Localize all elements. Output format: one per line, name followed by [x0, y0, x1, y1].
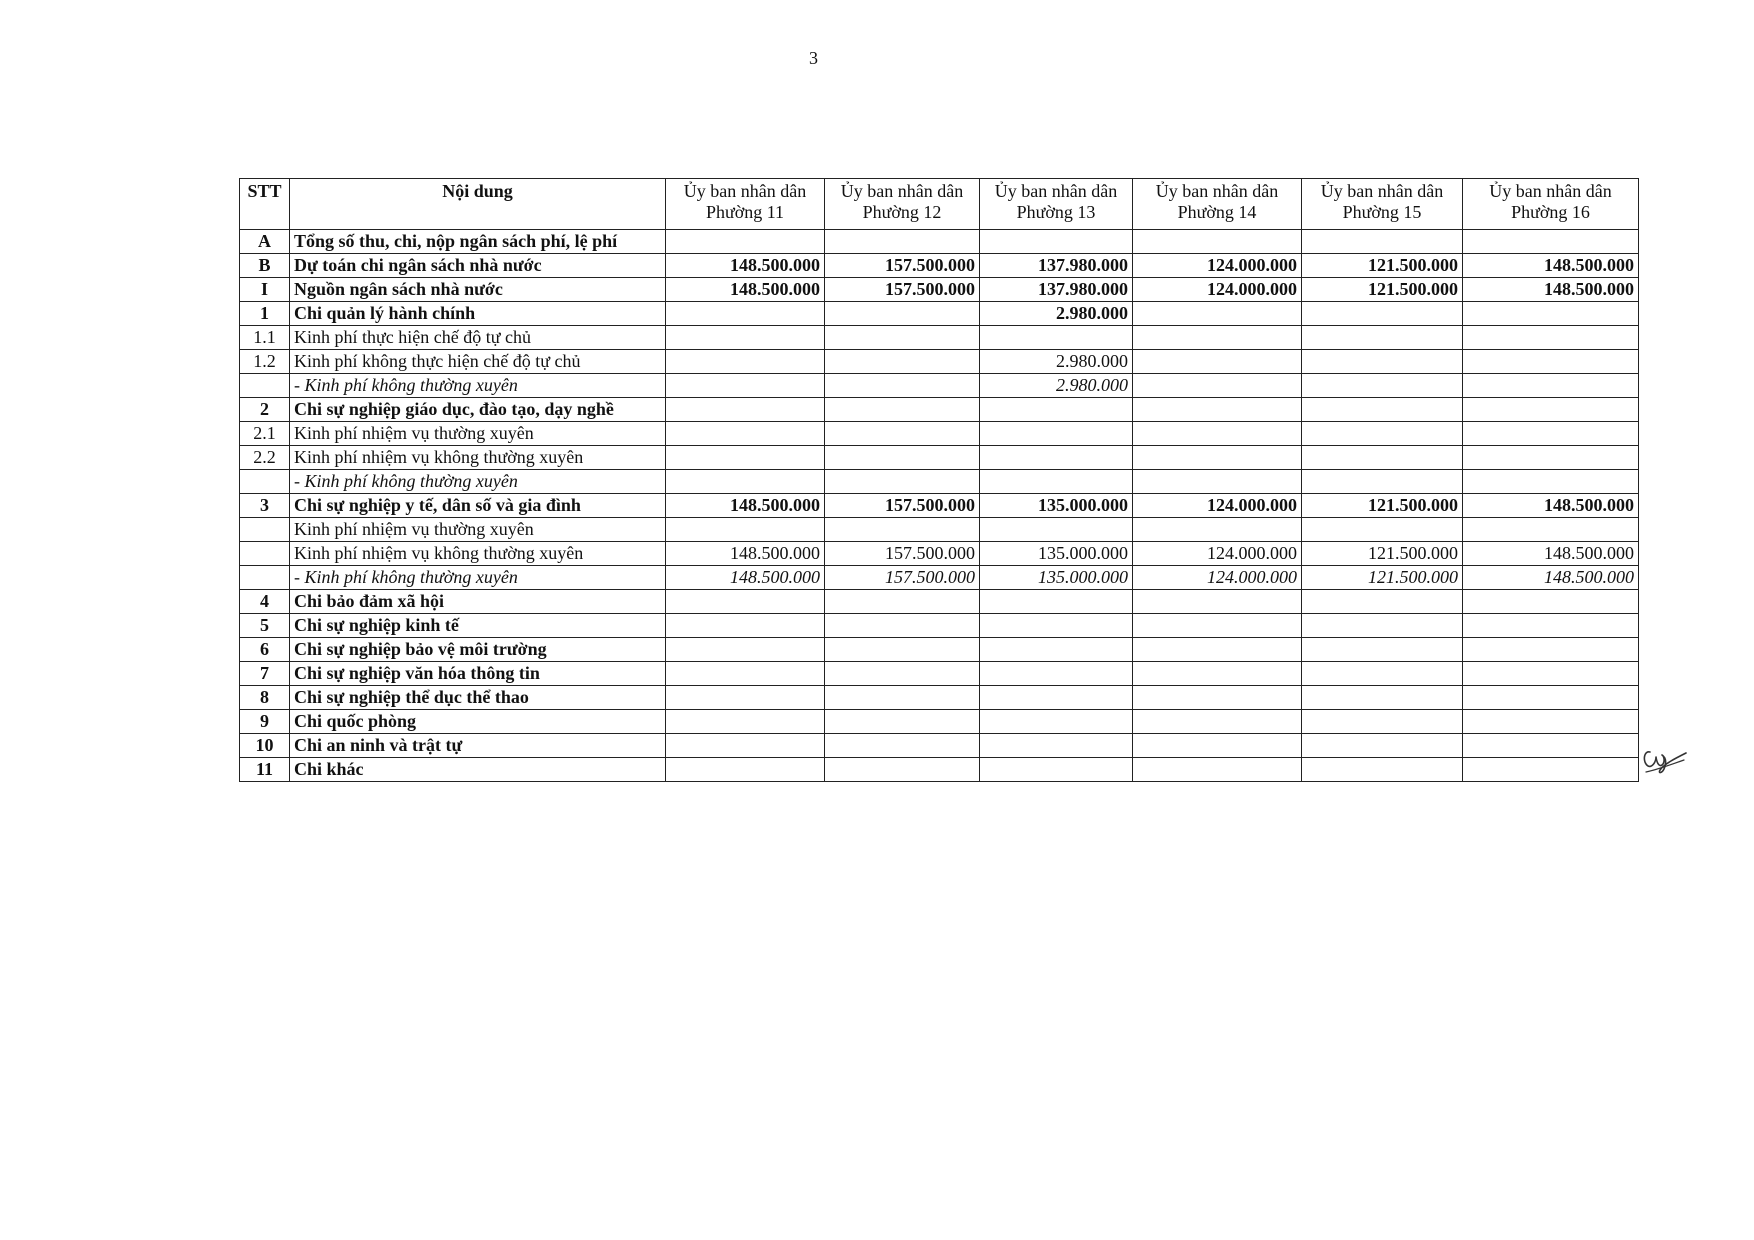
row-value-cell-ward-16: [1463, 638, 1639, 662]
row-value-cell-ward-13: 135.000.000: [980, 566, 1133, 590]
row-value-cell-ward-12: [825, 662, 980, 686]
row-value-cell-ward-12: 157.500.000: [825, 566, 980, 590]
row-stt-cell: 5: [240, 614, 290, 638]
row-value-cell-ward-14: 124.000.000: [1133, 254, 1302, 278]
row-value-cell-ward-14: [1133, 614, 1302, 638]
table-row: [240, 638, 1639, 662]
row-content-cell: Kinh phí thực hiện chế độ tự chủ: [290, 326, 666, 350]
row-value-cell-ward-14: 124.000.000: [1133, 566, 1302, 590]
row-stt-cell: 1.1: [240, 326, 290, 350]
row-stt-cell: 1.2: [240, 350, 290, 374]
row-value-cell-ward-15: 121.500.000: [1302, 254, 1463, 278]
row-value-cell-ward-15: [1302, 638, 1463, 662]
row-stt-cell: 10: [240, 734, 290, 758]
row-value-cell-ward-11: 148.500.000: [666, 254, 825, 278]
row-value-cell-ward-11: 148.500.000: [666, 494, 825, 518]
row-value-cell-ward-13: 2.980.000: [980, 302, 1133, 326]
row-value-cell-ward-12: [825, 326, 980, 350]
row-value-cell-ward-13: [980, 470, 1133, 494]
row-value-cell-ward-11: [666, 350, 825, 374]
row-content-cell: Nguồn ngân sách nhà nước: [290, 278, 666, 302]
row-value-cell-ward-15: [1302, 422, 1463, 446]
table-row: [240, 566, 1639, 590]
row-content-cell: Kinh phí nhiệm vụ không thường xuyên: [290, 542, 666, 566]
table-row: [240, 470, 1639, 494]
row-value-cell-ward-14: 124.000.000: [1133, 494, 1302, 518]
row-value-cell-ward-11: [666, 446, 825, 470]
row-content-cell: Kinh phí nhiệm vụ thường xuyên: [290, 518, 666, 542]
table-row: [240, 230, 1639, 254]
row-value-cell-ward-13: [980, 230, 1133, 254]
row-value-cell-ward-12: [825, 686, 980, 710]
row-content-cell: Chi khác: [290, 758, 666, 782]
row-value-cell-ward-16: [1463, 662, 1639, 686]
row-stt-cell: 1: [240, 302, 290, 326]
row-value-cell-ward-13: 137.980.000: [980, 278, 1133, 302]
row-value-cell-ward-13: 2.980.000: [980, 350, 1133, 374]
row-value-cell-ward-16: [1463, 470, 1639, 494]
table-row: [240, 758, 1639, 782]
row-value-cell-ward-15: [1302, 326, 1463, 350]
table-row: [240, 350, 1639, 374]
row-value-cell-ward-12: [825, 470, 980, 494]
table-row: [240, 614, 1639, 638]
row-value-cell-ward-14: [1133, 350, 1302, 374]
row-value-cell-ward-13: [980, 686, 1133, 710]
row-value-cell-ward-16: 148.500.000: [1463, 566, 1639, 590]
table-row: [240, 662, 1639, 686]
row-value-cell-ward-11: [666, 374, 825, 398]
table-body: [240, 230, 1639, 782]
row-value-cell-ward-13: 137.980.000: [980, 254, 1133, 278]
ward-header-line1: Ủy ban nhân dân: [994, 181, 1118, 201]
row-value-cell-ward-15: 121.500.000: [1302, 494, 1463, 518]
row-value-cell-ward-14: [1133, 374, 1302, 398]
row-value-cell-ward-15: 121.500.000: [1302, 542, 1463, 566]
row-value-cell-ward-15: [1302, 350, 1463, 374]
row-value-cell-ward-16: [1463, 758, 1639, 782]
row-value-cell-ward-16: [1463, 710, 1639, 734]
row-value-cell-ward-13: [980, 638, 1133, 662]
row-value-cell-ward-16: 148.500.000: [1463, 254, 1639, 278]
row-value-cell-ward-13: 2.980.000: [980, 374, 1133, 398]
row-value-cell-ward-12: [825, 350, 980, 374]
row-value-cell-ward-14: [1133, 590, 1302, 614]
row-value-cell-ward-15: [1302, 374, 1463, 398]
row-content-cell: - Kinh phí không thường xuyên: [290, 566, 666, 590]
column-header-ward-12: [825, 179, 980, 230]
row-content-cell: - Kinh phí không thường xuyên: [290, 470, 666, 494]
row-stt-cell: 3: [240, 494, 290, 518]
row-content-cell: - Kinh phí không thường xuyên: [290, 374, 666, 398]
row-value-cell-ward-11: [666, 326, 825, 350]
column-header-ward-11: [666, 179, 825, 230]
row-value-cell-ward-13: [980, 590, 1133, 614]
row-stt-cell: [240, 542, 290, 566]
row-value-cell-ward-11: [666, 302, 825, 326]
row-content-cell: Chi sự nghiệp thể dục thể thao: [290, 686, 666, 710]
table-row: [240, 710, 1639, 734]
row-value-cell-ward-11: [666, 758, 825, 782]
row-value-cell-ward-16: [1463, 326, 1639, 350]
table-row: [240, 518, 1639, 542]
row-value-cell-ward-16: [1463, 350, 1639, 374]
table-row: [240, 398, 1639, 422]
row-stt-cell: 4: [240, 590, 290, 614]
row-value-cell-ward-11: [666, 638, 825, 662]
row-value-cell-ward-12: 157.500.000: [825, 494, 980, 518]
row-value-cell-ward-16: [1463, 686, 1639, 710]
row-content-cell: Chi quản lý hành chính: [290, 302, 666, 326]
ward-header-line2: Phường 14: [1177, 201, 1257, 222]
column-header-ward-13: [980, 179, 1133, 230]
row-value-cell-ward-15: 121.500.000: [1302, 566, 1463, 590]
column-header-stt: STT: [240, 179, 290, 230]
row-value-cell-ward-12: [825, 446, 980, 470]
row-value-cell-ward-13: [980, 518, 1133, 542]
table-row: [240, 302, 1639, 326]
ward-header-line1: Ủy ban nhân dân: [1489, 181, 1612, 201]
row-value-cell-ward-14: [1133, 638, 1302, 662]
row-value-cell-ward-15: [1302, 470, 1463, 494]
row-value-cell-ward-16: [1463, 518, 1639, 542]
ward-header-line2: Phường 11: [705, 201, 785, 222]
row-value-cell-ward-12: [825, 590, 980, 614]
row-stt-cell: 6: [240, 638, 290, 662]
row-value-cell-ward-14: [1133, 326, 1302, 350]
ward-header-line1: Ủy ban nhân dân: [683, 181, 807, 201]
row-content-cell: Chi sự nghiệp y tế, dân số và gia đình: [290, 494, 666, 518]
row-value-cell-ward-14: [1133, 302, 1302, 326]
row-value-cell-ward-16: 148.500.000: [1463, 542, 1639, 566]
row-value-cell-ward-16: [1463, 446, 1639, 470]
row-value-cell-ward-13: [980, 614, 1133, 638]
table-row: [240, 374, 1639, 398]
row-value-cell-ward-14: [1133, 422, 1302, 446]
table-header-row: [240, 179, 1639, 230]
row-stt-cell: 8: [240, 686, 290, 710]
row-value-cell-ward-12: 157.500.000: [825, 278, 980, 302]
row-stt-cell: I: [240, 278, 290, 302]
table-row: [240, 590, 1639, 614]
row-value-cell-ward-12: [825, 614, 980, 638]
row-value-cell-ward-15: [1302, 686, 1463, 710]
row-value-cell-ward-15: [1302, 518, 1463, 542]
row-value-cell-ward-13: [980, 398, 1133, 422]
row-value-cell-ward-12: [825, 710, 980, 734]
row-stt-cell: 2.1: [240, 422, 290, 446]
row-content-cell: Kinh phí không thực hiện chế độ tự chủ: [290, 350, 666, 374]
row-value-cell-ward-11: [666, 518, 825, 542]
row-value-cell-ward-14: 124.000.000: [1133, 278, 1302, 302]
row-stt-cell: 9: [240, 710, 290, 734]
row-value-cell-ward-14: [1133, 470, 1302, 494]
row-stt-cell: 2: [240, 398, 290, 422]
row-stt-cell: 11: [240, 758, 290, 782]
row-content-cell: Kinh phí nhiệm vụ thường xuyên: [290, 422, 666, 446]
row-value-cell-ward-13: [980, 734, 1133, 758]
row-stt-cell: [240, 470, 290, 494]
row-value-cell-ward-15: [1302, 662, 1463, 686]
row-value-cell-ward-16: [1463, 422, 1639, 446]
row-stt-cell: 7: [240, 662, 290, 686]
row-value-cell-ward-11: [666, 662, 825, 686]
ward-header-line2: Phường 15: [1342, 201, 1422, 222]
row-value-cell-ward-14: [1133, 758, 1302, 782]
table-row: [240, 326, 1639, 350]
row-value-cell-ward-11: [666, 230, 825, 254]
row-value-cell-ward-15: [1302, 758, 1463, 782]
ward-header-line2: Phường 12: [862, 201, 942, 222]
row-value-cell-ward-15: [1302, 446, 1463, 470]
row-value-cell-ward-12: 157.500.000: [825, 542, 980, 566]
row-value-cell-ward-13: [980, 710, 1133, 734]
row-content-cell: Chi an ninh và trật tự: [290, 734, 666, 758]
row-value-cell-ward-12: [825, 638, 980, 662]
row-value-cell-ward-11: 148.500.000: [666, 542, 825, 566]
row-value-cell-ward-12: [825, 302, 980, 326]
row-value-cell-ward-11: 148.500.000: [666, 566, 825, 590]
row-value-cell-ward-14: [1133, 662, 1302, 686]
row-value-cell-ward-11: 148.500.000: [666, 278, 825, 302]
column-header-ward-15: [1302, 179, 1463, 230]
row-value-cell-ward-11: [666, 470, 825, 494]
row-value-cell-ward-16: [1463, 230, 1639, 254]
row-value-cell-ward-14: [1133, 710, 1302, 734]
column-header-content: Nội dung: [290, 179, 666, 230]
row-value-cell-ward-12: [825, 398, 980, 422]
row-value-cell-ward-14: [1133, 230, 1302, 254]
budget-table: [239, 178, 1639, 782]
row-value-cell-ward-11: [666, 686, 825, 710]
table-row: [240, 494, 1639, 518]
row-value-cell-ward-15: [1302, 302, 1463, 326]
row-stt-cell: B: [240, 254, 290, 278]
row-value-cell-ward-12: [825, 734, 980, 758]
row-value-cell-ward-11: [666, 734, 825, 758]
row-value-cell-ward-15: [1302, 710, 1463, 734]
row-stt-cell: A: [240, 230, 290, 254]
row-value-cell-ward-16: 148.500.000: [1463, 494, 1639, 518]
row-value-cell-ward-12: [825, 518, 980, 542]
row-content-cell: Chi sự nghiệp kinh tế: [290, 614, 666, 638]
ward-header-line2: Phường 16: [1511, 201, 1590, 222]
row-value-cell-ward-11: [666, 398, 825, 422]
row-value-cell-ward-12: [825, 374, 980, 398]
row-value-cell-ward-14: [1133, 734, 1302, 758]
column-header-ward-16: [1463, 179, 1639, 230]
row-value-cell-ward-13: [980, 662, 1133, 686]
row-stt-cell: [240, 566, 290, 590]
row-value-cell-ward-15: 121.500.000: [1302, 278, 1463, 302]
row-value-cell-ward-14: [1133, 686, 1302, 710]
table-row: [240, 278, 1639, 302]
row-content-cell: Chi sự nghiệp giáo dục, đào tạo, dạy nghề: [290, 398, 666, 422]
row-content-cell: Chi sự nghiệp bảo vệ môi trường: [290, 638, 666, 662]
row-value-cell-ward-13: [980, 446, 1133, 470]
row-stt-cell: 2.2: [240, 446, 290, 470]
row-value-cell-ward-15: [1302, 398, 1463, 422]
row-value-cell-ward-15: [1302, 590, 1463, 614]
row-value-cell-ward-11: [666, 614, 825, 638]
ward-header-line1: Ủy ban nhân dân: [1320, 181, 1444, 201]
row-value-cell-ward-11: [666, 590, 825, 614]
row-content-cell: Tổng số thu, chi, nộp ngân sách phí, lệ phí: [290, 230, 666, 254]
column-header-ward-14: [1133, 179, 1302, 230]
row-value-cell-ward-16: 148.500.000: [1463, 278, 1639, 302]
row-value-cell-ward-13: [980, 422, 1133, 446]
row-value-cell-ward-12: [825, 230, 980, 254]
signature-icon: [1640, 738, 1688, 780]
row-value-cell-ward-14: [1133, 398, 1302, 422]
row-value-cell-ward-16: [1463, 302, 1639, 326]
row-value-cell-ward-11: [666, 710, 825, 734]
row-value-cell-ward-15: [1302, 734, 1463, 758]
row-value-cell-ward-16: [1463, 398, 1639, 422]
row-content-cell: Kinh phí nhiệm vụ không thường xuyên: [290, 446, 666, 470]
ward-header-line1: Ủy ban nhân dân: [840, 181, 964, 201]
row-value-cell-ward-16: [1463, 590, 1639, 614]
row-value-cell-ward-12: [825, 422, 980, 446]
row-value-cell-ward-15: [1302, 614, 1463, 638]
row-value-cell-ward-13: [980, 326, 1133, 350]
row-value-cell-ward-12: [825, 758, 980, 782]
row-value-cell-ward-14: [1133, 518, 1302, 542]
ward-header-line2: Phường 13: [1016, 201, 1096, 222]
table-row: [240, 422, 1639, 446]
page-number: 3: [809, 48, 818, 68]
table-row: [240, 686, 1639, 710]
row-content-cell: Chi quốc phòng: [290, 710, 666, 734]
table-row: [240, 734, 1639, 758]
row-value-cell-ward-13: [980, 758, 1133, 782]
table-row: [240, 446, 1639, 470]
row-value-cell-ward-15: [1302, 230, 1463, 254]
row-value-cell-ward-16: [1463, 734, 1639, 758]
table-row: [240, 254, 1639, 278]
row-value-cell-ward-16: [1463, 374, 1639, 398]
row-value-cell-ward-12: 157.500.000: [825, 254, 980, 278]
table-row: [240, 542, 1639, 566]
row-value-cell-ward-14: [1133, 446, 1302, 470]
row-value-cell-ward-13: 135.000.000: [980, 494, 1133, 518]
row-value-cell-ward-13: 135.000.000: [980, 542, 1133, 566]
row-content-cell: Chi bảo đảm xã hội: [290, 590, 666, 614]
row-value-cell-ward-16: [1463, 614, 1639, 638]
row-value-cell-ward-14: 124.000.000: [1133, 542, 1302, 566]
row-content-cell: Dự toán chi ngân sách nhà nước: [290, 254, 666, 278]
row-stt-cell: [240, 518, 290, 542]
row-stt-cell: [240, 374, 290, 398]
row-content-cell: Chi sự nghiệp văn hóa thông tin: [290, 662, 666, 686]
row-value-cell-ward-11: [666, 422, 825, 446]
ward-header-line1: Ủy ban nhân dân: [1155, 181, 1279, 201]
